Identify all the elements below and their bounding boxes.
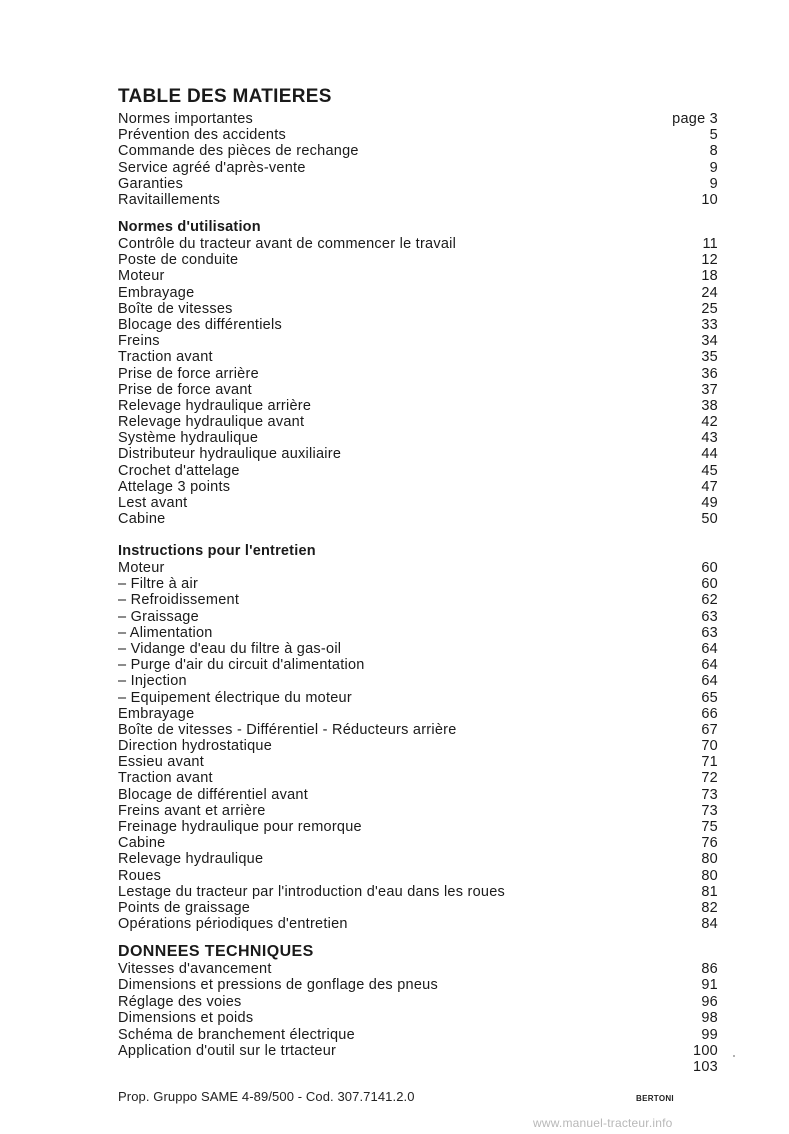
toc-entry-page: 75 [701, 819, 718, 835]
watermark-url: www.manuel-tracteur.info [533, 1116, 673, 1130]
printer-logo: BERTONI [636, 1094, 674, 1103]
toc-entry [118, 754, 718, 770]
toc-entry [118, 382, 718, 398]
toc-entry [118, 884, 718, 900]
toc-entry-label: Opérations périodiques d'entretien [118, 916, 348, 933]
toc-entry-label: Ravitaillements [118, 191, 221, 208]
toc-entry-label: – Vidange d'eau du filtre à gas-oil [118, 640, 342, 657]
toc-entry-label: Freinage hydraulique pour remorque [118, 819, 362, 835]
toc-entry-page: 71 [701, 754, 718, 771]
toc-entry [118, 349, 718, 365]
toc-entry-label: Essieu avant [118, 754, 205, 771]
toc-entry-label: Embrayage [118, 705, 195, 722]
toc-entry-label: Lestage du tracteur par l'introduction d'eau dans les roues [118, 883, 506, 900]
toc-entry-label: Lest avant [118, 495, 188, 511]
toc-entry [118, 851, 718, 867]
toc-entry [118, 641, 718, 657]
toc-entry-page: 67 [701, 721, 718, 738]
toc-entry-label: – Graissage [118, 608, 199, 625]
toc-entry [118, 961, 718, 977]
toc-entry-label: Boîte de vitesses - Différentiel - Réducteurs arrière [118, 721, 457, 738]
toc-entry-page: 43 [701, 430, 718, 447]
toc-entry-label: Vitesses d'avancement [118, 961, 272, 977]
toc-entry-label: – Alimentation [118, 624, 213, 641]
toc-entry-label: Garanties [118, 175, 184, 192]
toc-entry-page: 76 [701, 835, 718, 852]
toc-entry-label: – Equipement électrique du moteur [118, 689, 352, 706]
toc-entry [118, 479, 718, 495]
toc-entry [118, 916, 718, 932]
toc-entry-label: Prévention des accidents [118, 127, 287, 144]
toc-entry-label: Traction avant [118, 770, 213, 787]
toc-entry [118, 446, 718, 462]
toc-entry-page: 34 [701, 333, 718, 350]
toc-entry-page: 80 [701, 851, 718, 868]
toc-entry [118, 835, 718, 851]
toc-entry-page: 86 [701, 961, 718, 977]
toc-entry-label: – Refroidissement [118, 592, 240, 609]
toc-entry-page: 60 [701, 576, 718, 593]
toc-entry-page: page 3 [672, 111, 718, 127]
toc-entry [118, 994, 718, 1010]
toc-entry-page: 25 [701, 300, 718, 317]
toc-entry-page: 47 [701, 478, 718, 495]
toc-entry [118, 176, 718, 192]
toc-entry [118, 301, 718, 317]
toc-entry [118, 657, 718, 673]
toc-entry-page: 100 [693, 1042, 718, 1059]
toc-entry [118, 333, 718, 349]
toc-entry-label: Relevage hydraulique avant [118, 414, 305, 431]
toc-entry-page: 72 [701, 770, 718, 787]
toc-entry-label: Commande des pièces de rechange [118, 143, 359, 160]
toc-entry-label: Points de graissage [118, 899, 251, 916]
toc-entry-page: 64 [701, 657, 718, 674]
toc-entry [118, 787, 718, 803]
toc-entry [118, 1059, 718, 1075]
toc-entry [118, 414, 718, 430]
toc-entry-page: 80 [701, 867, 718, 884]
toc-entry-page: 44 [701, 446, 718, 463]
toc-entry-page: 99 [701, 1026, 718, 1043]
toc-section-normes-utilisation [118, 219, 718, 527]
toc-section-entretien [118, 543, 718, 932]
toc-entry-label: Boîte de vitesses [118, 300, 233, 317]
section-heading: Instructions pour l'entretien [118, 543, 316, 559]
toc-entry-page: 49 [701, 495, 718, 511]
toc-entry-page: 63 [701, 608, 718, 625]
toc-entry-page: 63 [701, 624, 718, 641]
toc-entry-label: Traction avant [118, 349, 213, 366]
print-speck [733, 1055, 735, 1057]
toc-entry [118, 738, 718, 754]
toc-entry [118, 1027, 718, 1043]
toc-entry-page: 37 [701, 381, 718, 398]
toc-entry-page: 64 [701, 640, 718, 657]
toc-entry-page: 42 [701, 414, 718, 431]
toc-entry [118, 511, 718, 527]
toc-entry-label: Normes importantes [118, 111, 254, 127]
toc-entry [118, 803, 718, 819]
toc-entry-page: 45 [701, 462, 718, 479]
toc-entry-label: Blocage de différentiel avant [118, 786, 308, 803]
toc-entry [118, 317, 718, 333]
toc-entry [118, 625, 718, 641]
toc-entry [118, 673, 718, 689]
toc-entry [118, 127, 718, 143]
toc-entry-page: 11 [702, 236, 718, 252]
toc-entry-page: 12 [701, 252, 718, 269]
toc-entry-page: 35 [701, 349, 718, 366]
toc-entry-page: 96 [701, 993, 718, 1010]
section-heading: Normes d'utilisation [118, 219, 261, 235]
toc-section-donnees-techniques [118, 943, 718, 1076]
toc-entry-page: 60 [701, 560, 718, 576]
toc-entry [118, 495, 718, 511]
toc-section-general [118, 111, 718, 208]
toc-entry-page: 65 [701, 689, 718, 706]
toc-entry-label: Blocage des différentiels [118, 316, 282, 333]
toc-entry-label: Poste de conduite [118, 252, 239, 269]
toc-entry [118, 1010, 718, 1026]
toc-entry-label: Prise de force avant [118, 381, 252, 398]
toc-entry-label: Moteur [118, 268, 165, 285]
toc-entry [118, 576, 718, 592]
toc-entry-label: Réglage des voies [118, 993, 242, 1010]
toc-entry-page: 18 [701, 268, 718, 285]
toc-entry [118, 609, 718, 625]
toc-entry-label: Moteur [118, 560, 165, 576]
page-title: TABLE DES MATIERES [118, 86, 332, 107]
toc-entry-page: 36 [701, 365, 718, 382]
toc-entry-page: 62 [701, 592, 718, 609]
toc-entry-label: – Injection [118, 673, 187, 690]
toc-entry-page: 8 [709, 143, 718, 160]
toc-entry-label: Contrôle du tracteur avant de commencer le travail [118, 236, 457, 252]
toc-entry-label: Dimensions et poids [118, 1010, 254, 1027]
toc-entry [118, 192, 718, 208]
toc-entry-label: – Filtre à air [118, 576, 199, 593]
toc-entry-page: 82 [701, 899, 718, 916]
toc-entry [118, 111, 718, 127]
toc-entry [118, 285, 718, 301]
toc-entry-page: 73 [701, 802, 718, 819]
toc-entry-page: 81 [701, 883, 718, 900]
footer-reference: Prop. Gruppo SAME 4-89/500 - Cod. 307.7141.2.0 [118, 1089, 415, 1104]
toc-entry-page: 10 [701, 191, 718, 208]
toc-entry-label: Direction hydrostatique [118, 738, 273, 755]
toc-entry [118, 366, 718, 382]
toc-entry [118, 252, 718, 268]
toc-entry-label: Embrayage [118, 284, 195, 301]
toc-entry [118, 1043, 718, 1059]
toc-entry-label: Schéma de branchement électrique [118, 1026, 355, 1043]
toc-entry [118, 722, 718, 738]
toc-entry-label: Système hydraulique [118, 430, 259, 447]
toc-entry-label: Relevage hydraulique [118, 851, 264, 868]
toc-entry [118, 900, 718, 916]
toc-entry-page: 91 [701, 977, 718, 994]
toc-entry-label: Cabine [118, 511, 166, 528]
toc-entry [118, 463, 718, 479]
toc-entry [118, 868, 718, 884]
toc-entry [118, 690, 718, 706]
toc-entry-label: Cabine [118, 835, 166, 852]
toc-entry-page: 33 [701, 316, 718, 333]
toc-entry-label: Relevage hydraulique arrière [118, 397, 312, 414]
toc-entry-label: Prise de force arrière [118, 365, 259, 382]
toc-entry [118, 143, 718, 159]
toc-entry [118, 592, 718, 608]
toc-entry-page: 5 [709, 127, 718, 144]
toc-entry-label: Freins [118, 333, 160, 350]
toc-entry-label: Freins avant et arrière [118, 802, 266, 819]
toc-entry [118, 268, 718, 284]
toc-entry [118, 706, 718, 722]
toc-entry-page: 70 [701, 738, 718, 755]
toc-entry [118, 770, 718, 786]
toc-entry-page: 50 [701, 511, 718, 528]
toc-entry-page: 38 [701, 397, 718, 414]
toc-entry-page: 9 [709, 175, 718, 192]
toc-entry-page: 64 [701, 673, 718, 690]
toc-entry-label: Distributeur hydraulique auxiliaire [118, 446, 342, 463]
toc-entry-page: 24 [701, 284, 718, 301]
toc-entry-page: 98 [701, 1010, 718, 1027]
toc-entry-label: Service agréé d'après-vente [118, 159, 306, 176]
toc-entry [118, 560, 718, 576]
toc-entry-label: Roues [118, 867, 162, 884]
toc-entry-label: Application d'outil sur le trtacteur [118, 1042, 337, 1059]
toc-entry [118, 819, 718, 835]
toc-entry-label: Attelage 3 points [118, 478, 231, 495]
toc-entry [118, 398, 718, 414]
toc-entry [118, 236, 718, 252]
toc-entry [118, 977, 718, 993]
toc-entry-label: Crochet d'attelage [118, 462, 240, 479]
toc-entry [118, 160, 718, 176]
toc-entry-page: 66 [701, 705, 718, 722]
toc-entry-page: 73 [701, 786, 718, 803]
toc-entry [118, 430, 718, 446]
toc-entry-page: 84 [701, 916, 718, 933]
section-heading: DONNEES TECHNIQUES [118, 943, 314, 960]
toc-entry-label: Dimensions et pressions de gonflage des pneus [118, 977, 438, 994]
toc-entry-page: 9 [709, 159, 718, 176]
toc-entry-page: 103 [693, 1059, 718, 1076]
toc-entry-label: – Purge d'air du circuit d'alimentation [118, 657, 365, 674]
